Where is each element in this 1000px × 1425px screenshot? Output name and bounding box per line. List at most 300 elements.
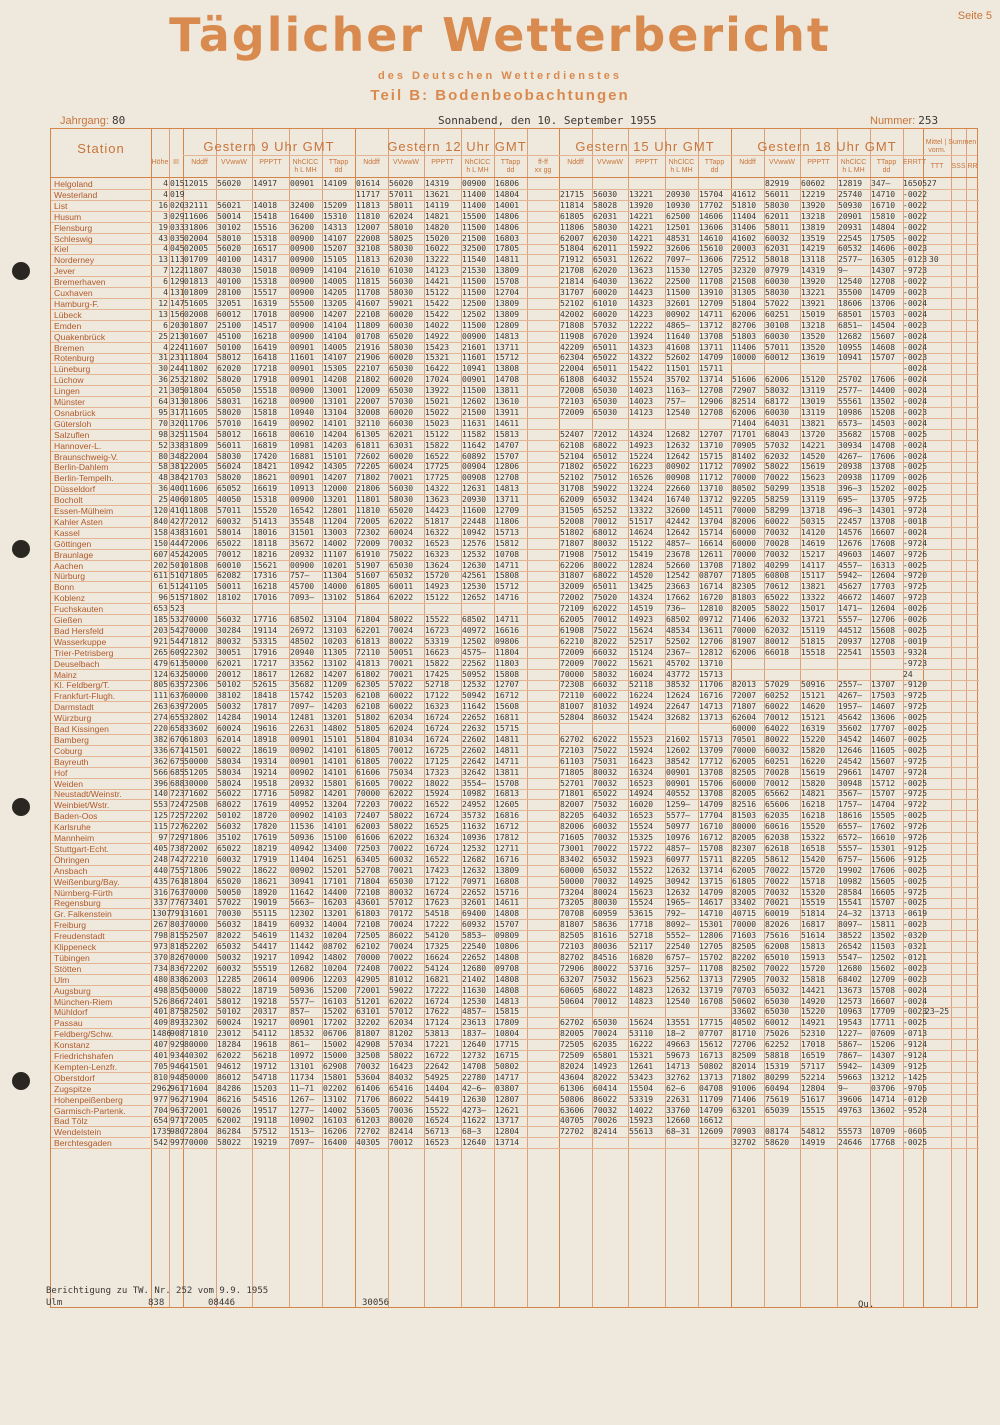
- obs-value: 58022: [389, 811, 414, 821]
- obs-value: 70000: [732, 506, 757, 515]
- obs-value: 68022: [217, 800, 242, 810]
- station-number: 542: [170, 625, 185, 635]
- obs-value: 14207: [323, 309, 348, 319]
- obs-value: 23613: [462, 1018, 487, 1028]
- obs-value: 14806: [495, 222, 520, 232]
- obs-value: 86012: [217, 1072, 242, 1082]
- obs-value: 61605: [356, 778, 381, 788]
- station-height: 202: [153, 560, 168, 570]
- obs-value: 62108: [356, 691, 381, 701]
- obs-value: 50982: [290, 789, 315, 799]
- station-height: 96: [158, 593, 168, 603]
- obs-value: 18421: [253, 462, 278, 472]
- obs-value: 1757—: [838, 800, 863, 810]
- obs-value: 70012: [765, 713, 790, 723]
- obs-value: 12708: [871, 636, 896, 646]
- obs-value: 58034: [217, 756, 242, 766]
- obs-value: 15500: [462, 211, 487, 221]
- station-height: 16: [158, 200, 168, 210]
- obs-value: 62006: [732, 309, 757, 319]
- obs-value: 01709: [184, 255, 209, 265]
- obs-value: 12682: [462, 854, 487, 864]
- obs-value: 50000: [184, 658, 209, 668]
- obs-value: 57030: [389, 397, 414, 406]
- obs-value: 42442: [666, 516, 691, 526]
- obs-value: 59021: [389, 298, 414, 308]
- obs-value: 14919: [801, 1138, 826, 1148]
- station-height: 336: [153, 745, 168, 755]
- obs-value: 10955: [838, 342, 863, 352]
- obs-value: 52008: [560, 516, 585, 526]
- obs-value: 21500: [462, 407, 487, 417]
- station-height: 21: [158, 386, 168, 396]
- obs-value: 31406: [732, 222, 757, 232]
- station-number: 501: [170, 560, 185, 570]
- obs-value: 65020: [217, 876, 242, 886]
- obs-value: 17725: [425, 462, 450, 472]
- obs-value: 52602: [666, 353, 691, 363]
- station-height: 542: [153, 1138, 168, 1148]
- station-name: Ansbach: [54, 865, 88, 876]
- obs-value: 42561: [462, 571, 487, 581]
- obs-value: 20614: [253, 974, 278, 984]
- obs-value: 17608: [871, 538, 896, 548]
- obs-value: 71812: [184, 636, 209, 646]
- obs-value: 50032: [217, 702, 242, 712]
- obs-value: 62005: [732, 756, 757, 766]
- station-number: 875: [170, 1007, 185, 1017]
- obs-value: 81807: [356, 1029, 381, 1039]
- obs-value: 50050: [217, 887, 242, 897]
- obs-value: 12203: [323, 974, 348, 984]
- station-name: Essen-Mülheim: [54, 506, 114, 516]
- obs-value: 60026: [217, 1105, 242, 1115]
- obs-value: 15122: [425, 593, 450, 603]
- obs-value: 15813: [495, 429, 520, 439]
- obs-value: 15706: [699, 778, 724, 788]
- obs-value: 71806: [184, 833, 209, 842]
- table-row: [51, 789, 979, 799]
- obs-value: 13221: [629, 189, 654, 199]
- obs-value: 13714: [495, 1138, 520, 1148]
- station-name: Salzuflen: [54, 429, 90, 440]
- station-height: 267: [153, 920, 168, 930]
- station-name: Helgoland: [54, 179, 93, 189]
- obs-value: 15708: [871, 985, 896, 995]
- obs-value: 86216: [217, 1094, 242, 1104]
- obs-value: 11808: [184, 506, 209, 515]
- obs-value: 15818: [801, 974, 826, 984]
- obs-value: 15121: [801, 713, 826, 723]
- obs-value: 16419: [253, 342, 278, 352]
- obs-value: 14813: [495, 331, 520, 341]
- obs-value: 11601: [462, 353, 487, 363]
- station-height: 80: [158, 451, 168, 461]
- obs-value: 16523: [629, 778, 654, 788]
- obs-value: 23012: [217, 1029, 242, 1039]
- obs-value: 60532: [838, 244, 863, 254]
- station-name: Garmisch-Partenk.: [54, 1105, 126, 1116]
- station-number: 313: [170, 397, 185, 406]
- obs-value: 15713: [699, 734, 724, 744]
- obs-value: 7093—: [290, 593, 315, 603]
- obs-value: 22540: [666, 942, 691, 951]
- obs-value: 39606: [838, 1094, 863, 1104]
- obs-value: 66032: [593, 647, 618, 657]
- obs-value: 32320: [732, 266, 757, 276]
- obs-value: 17602: [871, 822, 896, 832]
- obs-value: 14221: [629, 222, 654, 232]
- obs-value: 14018: [253, 200, 278, 210]
- station-name: Coburg: [54, 745, 83, 756]
- obs-value: 15301: [871, 843, 896, 853]
- obs-value: 00901: [666, 778, 691, 788]
- obs-value: 62102: [356, 942, 381, 951]
- obs-value: 14708: [871, 440, 896, 450]
- obs-value: 10709: [871, 1127, 896, 1137]
- obs-value: 60024: [389, 462, 414, 472]
- obs-value: 11709: [871, 473, 896, 483]
- obs-value: 12810: [699, 604, 724, 614]
- obs-value: 13101: [323, 397, 348, 406]
- station-number: 131: [170, 288, 185, 297]
- obs-value: 50000: [184, 1072, 209, 1082]
- obs-value: 82502: [732, 963, 757, 973]
- obs-value: 15522: [629, 865, 654, 875]
- obs-value: 60012: [765, 1018, 790, 1028]
- obs-value: 82005: [732, 789, 757, 799]
- obs-value: 35682: [838, 429, 863, 439]
- obs-value: 10936: [462, 833, 487, 842]
- obs-value: -9726: [903, 549, 928, 559]
- obs-value: 62007: [560, 233, 585, 243]
- obs-value: 16607: [871, 527, 896, 537]
- obs-value: 12641: [629, 1061, 654, 1071]
- obs-value: 15220: [801, 1007, 826, 1017]
- obs-value: 17623: [425, 898, 450, 908]
- obs-value: 15202: [871, 484, 896, 494]
- obs-value: 11642: [462, 440, 487, 450]
- obs-value: 16523: [425, 538, 450, 548]
- ppptt-18: PPPTT: [807, 159, 830, 166]
- obs-value: 11708: [699, 963, 724, 973]
- station-name: Hof: [54, 767, 68, 778]
- obs-value: 60020: [389, 309, 414, 319]
- obs-value: 16614: [699, 538, 724, 548]
- obs-value: 15516: [253, 222, 278, 232]
- obs-value: 16881: [290, 451, 315, 461]
- obs-value: 13718: [801, 506, 826, 515]
- obs-value: 4857—: [666, 538, 691, 548]
- obs-value: 14606: [871, 244, 896, 254]
- obs-value: 82307: [732, 843, 757, 853]
- obs-value: 16305: [871, 255, 896, 265]
- obs-value: 5663—: [290, 898, 315, 908]
- station-name: Hannover-L.: [54, 440, 102, 451]
- obs-value: 72009: [356, 538, 381, 548]
- obs-value: 15209: [323, 200, 348, 210]
- obs-value: 14917: [253, 179, 278, 188]
- obs-value: 59673: [666, 1051, 691, 1060]
- obs-value: 52804: [560, 713, 585, 723]
- table-row: [51, 626, 979, 636]
- nddff-15: Nddff: [567, 159, 584, 166]
- obs-value: 15708: [871, 429, 896, 439]
- obs-value: 16820: [629, 952, 654, 962]
- obs-value: 75032: [593, 974, 618, 984]
- obs-value: 60020: [389, 353, 414, 363]
- obs-value: 61030: [389, 266, 414, 276]
- obs-value: 52102: [560, 298, 585, 308]
- obs-value: 14109: [323, 179, 348, 188]
- obs-value: 58022: [765, 604, 790, 614]
- table-row: [51, 713, 979, 723]
- obs-value: 16724: [425, 734, 450, 744]
- obs-value: 62022: [217, 1051, 242, 1060]
- obs-value: -0023: [903, 407, 928, 417]
- obs-value: 14711: [495, 615, 520, 624]
- obs-value: 12906: [699, 397, 724, 406]
- obs-value: 51817: [425, 516, 450, 526]
- obs-value: 32111: [184, 200, 209, 210]
- obs-value: 52102: [560, 473, 585, 483]
- obs-value: 70012: [593, 615, 618, 624]
- obs-value: 14022: [425, 320, 450, 330]
- obs-value: 22631: [666, 1094, 691, 1104]
- obs-value: 12705: [699, 942, 724, 951]
- obs-value: 49603: [838, 549, 863, 559]
- obs-value: 00901: [666, 767, 691, 777]
- obs-value: 72002: [560, 593, 585, 603]
- obs-value: 58010: [389, 222, 414, 232]
- station-height: 405: [153, 843, 168, 853]
- obs-value: 71805: [184, 571, 209, 581]
- obs-value: 11642: [290, 887, 315, 897]
- obs-value: 14221: [629, 233, 654, 243]
- correction-value-2: 08446: [208, 1298, 236, 1308]
- obs-value: 3567—: [838, 789, 863, 799]
- obs-value: 38542: [666, 756, 691, 766]
- obs-value: 2557—: [838, 680, 863, 690]
- obs-value: 62021: [389, 429, 414, 439]
- obs-value: 61803: [184, 734, 209, 744]
- obs-value: 55613: [629, 1127, 654, 1137]
- station-height: 316: [153, 887, 168, 897]
- station-number: 948: [170, 1072, 185, 1082]
- obs-value: 13201: [323, 713, 348, 723]
- obs-value: 11606: [184, 211, 209, 221]
- obs-value: 16712: [495, 691, 520, 701]
- station-number: 815: [170, 931, 185, 941]
- obs-value: 01807: [184, 320, 209, 330]
- table-row: [51, 1007, 979, 1017]
- obs-value: 70024: [593, 1029, 618, 1039]
- obs-value: -0024: [903, 418, 928, 428]
- obs-value: 15703: [871, 309, 896, 319]
- obs-value: 12711: [495, 843, 520, 853]
- obs-value: 40715: [732, 909, 757, 919]
- obs-value: 19114: [253, 625, 278, 635]
- obs-value: 58012: [217, 996, 242, 1006]
- obs-value: 63201: [732, 1105, 757, 1115]
- obs-value: 17323: [425, 767, 450, 777]
- obs-value: 10976: [666, 833, 691, 842]
- obs-value: 71912: [560, 255, 585, 265]
- table-row: [51, 190, 979, 200]
- obs-value: 15608: [495, 702, 520, 712]
- obs-value: 736—: [666, 604, 686, 614]
- obs-value: 15321: [629, 1051, 654, 1060]
- obs-value: 11804: [184, 353, 209, 363]
- obs-value: 00900: [290, 320, 315, 330]
- obs-value: 6573—: [838, 418, 863, 428]
- obs-value: 14324: [629, 593, 654, 603]
- obs-value: 65032: [389, 571, 414, 581]
- obs-value: 13119: [801, 407, 826, 417]
- obs-value: 40705: [560, 1116, 585, 1126]
- station-number: 129: [170, 277, 185, 287]
- obs-value: 16324: [629, 767, 654, 777]
- obs-value: 57012: [389, 898, 414, 908]
- obs-value: 22632: [462, 724, 487, 733]
- nummer: [870, 114, 938, 127]
- obs-value: 13104: [323, 615, 348, 624]
- obs-value: 61803: [356, 909, 381, 919]
- obs-value: 15504: [629, 1083, 654, 1093]
- obs-value: 58620: [765, 1138, 790, 1148]
- obs-value: 51606: [732, 375, 757, 385]
- obs-value: 63405: [356, 854, 381, 864]
- obs-value: 65032: [765, 985, 790, 995]
- obs-value: 11500: [666, 288, 691, 297]
- obs-value: 13624: [425, 560, 450, 570]
- vvwww-15: VVwwW: [596, 159, 624, 166]
- obs-value: 40299: [765, 560, 790, 570]
- obs-value: 82414: [593, 1127, 618, 1137]
- obs-value: 12622: [629, 255, 654, 265]
- obs-value: 22005: [184, 462, 209, 472]
- obs-value: 14103: [323, 811, 348, 821]
- obs-value: 20938: [838, 462, 863, 472]
- obs-value: 17420: [253, 451, 278, 461]
- obs-value: 65039: [765, 1105, 790, 1115]
- obs-value: 72308: [560, 680, 585, 690]
- obs-value: 13811: [495, 386, 520, 396]
- obs-value: 11530: [666, 266, 691, 276]
- obs-value: 66030: [389, 418, 414, 428]
- station-name: Stuttgart-Echt.: [54, 843, 109, 854]
- obs-value: -0022: [903, 277, 928, 287]
- obs-value: 18022: [425, 778, 450, 788]
- obs-value: 14708: [495, 375, 520, 385]
- obs-value: 57029: [765, 680, 790, 690]
- obs-value: 19019: [253, 898, 278, 908]
- obs-value: 62108: [356, 702, 381, 712]
- obs-value: 12704: [495, 288, 520, 297]
- table-row: [51, 691, 979, 701]
- table-row: [51, 310, 979, 320]
- obs-value: 16103: [323, 996, 348, 1006]
- obs-value: 02008: [184, 309, 209, 319]
- obs-value: 4575—: [462, 647, 487, 657]
- obs-value: 11304: [323, 571, 348, 581]
- station-height: 611: [153, 571, 168, 581]
- obs-value: 52214: [801, 1072, 826, 1082]
- obs-value: 14400: [871, 386, 896, 396]
- obs-value: 12646: [838, 745, 863, 755]
- obs-value: 14611: [495, 898, 520, 908]
- obs-value: 35548: [290, 516, 315, 526]
- obs-value: 75026: [765, 1029, 790, 1039]
- obs-value: 13924: [629, 331, 654, 341]
- obs-value: 40100: [217, 255, 242, 265]
- obs-value: 09708: [495, 963, 520, 973]
- obs-value: 04708: [699, 1083, 724, 1093]
- obs-value: 80022: [593, 560, 618, 570]
- obs-value: 52310: [801, 1029, 826, 1039]
- station-height: 61: [158, 582, 168, 592]
- obs-value: 10986: [838, 407, 863, 417]
- obs-value: 17218: [253, 364, 278, 374]
- obs-value: 82005: [732, 604, 757, 614]
- obs-value: 68043: [765, 429, 790, 439]
- obs-value: 30948: [838, 778, 863, 788]
- obs-value: 70703: [732, 985, 757, 995]
- station-number: 444: [170, 538, 185, 548]
- obs-value: 13518: [801, 484, 826, 494]
- obs-value: 16624: [425, 952, 450, 962]
- obs-value: 62034: [389, 1018, 414, 1028]
- obs-value: 60000: [184, 691, 209, 701]
- obs-value: 12801: [323, 506, 348, 515]
- obs-value: 14423: [425, 506, 450, 515]
- obs-value: 14002: [323, 538, 348, 548]
- obs-value: 10902: [290, 1116, 315, 1126]
- station-height: 95: [158, 407, 168, 417]
- obs-value: 45702: [666, 658, 691, 668]
- obs-value: 30284: [217, 625, 242, 635]
- obs-value: 757—: [666, 397, 686, 406]
- obs-value: 53604: [356, 1072, 381, 1082]
- table-row: [51, 909, 979, 919]
- nhcl-18: NhClCC h L MH: [840, 159, 867, 174]
- obs-value: 60808: [765, 571, 790, 581]
- obs-value: 60251: [765, 756, 790, 766]
- obs-value: 13712: [699, 495, 724, 505]
- station-height: 36: [158, 484, 168, 494]
- vorm-header: vorm.: [928, 147, 946, 154]
- station-name: Koblenz: [54, 593, 86, 604]
- obs-value: 65031: [593, 255, 618, 265]
- obs-value: 54124: [425, 963, 450, 973]
- obs-value: 71801: [560, 789, 585, 799]
- nummer-label: Nummer:: [870, 115, 916, 127]
- obs-value: 51201: [356, 996, 381, 1006]
- obs-value: 15220: [801, 734, 826, 744]
- obs-value: 41608: [666, 342, 691, 352]
- station-height: 977: [153, 1094, 168, 1104]
- obs-value: 15424: [629, 713, 654, 723]
- obs-value: 03706: [871, 1083, 896, 1093]
- station-height: 13: [158, 309, 168, 319]
- station-number: 929: [170, 1040, 185, 1050]
- obs-value: 18617: [253, 669, 278, 679]
- obs-value: 10963: [838, 1007, 863, 1017]
- obs-value: 32202: [356, 1018, 381, 1028]
- obs-value: 14704: [871, 800, 896, 810]
- obs-value: 14117: [801, 560, 826, 570]
- obs-value: 22647: [666, 702, 691, 712]
